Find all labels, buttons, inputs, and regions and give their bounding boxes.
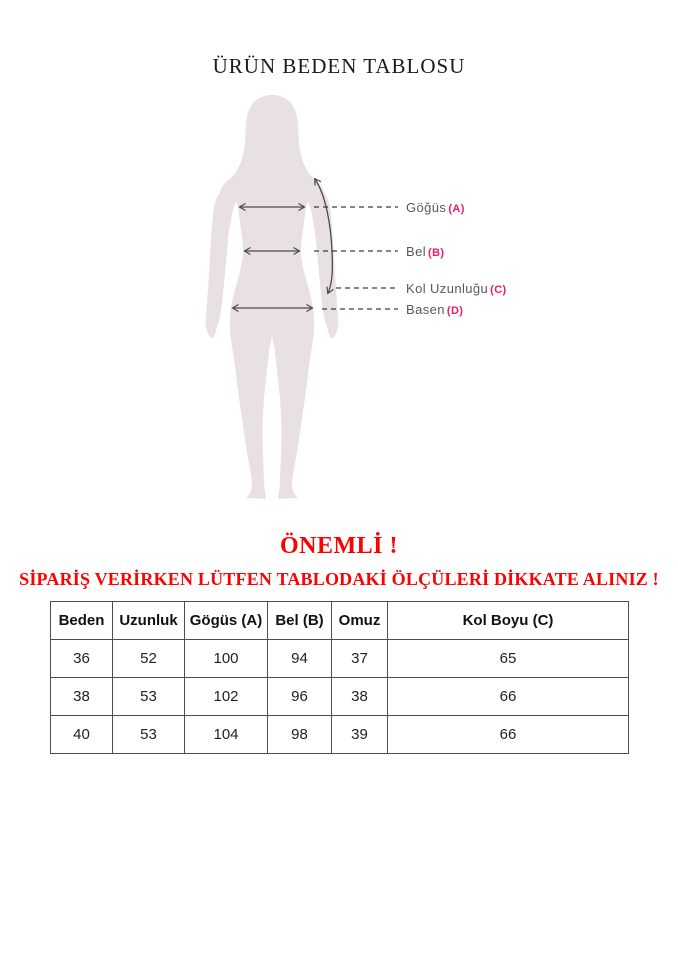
size-table-header-row [51,602,629,640]
waist-label-code: (B) [428,247,445,259]
table-row [51,640,629,678]
size-table [50,601,629,754]
table-row [51,678,629,716]
cell: 94 [268,640,332,678]
arm-length-label [406,281,507,296]
cell: 96 [268,678,332,716]
important-subheading: SİPARİŞ VERİRKEN LÜTFEN TABLODAKİ ÖLÇÜLERİ DİKKATE ALINIZ ! [19,569,659,589]
chest-label-code: (A) [448,203,465,215]
woman-silhouette-icon [206,95,339,499]
header-beden: Beden [51,602,113,640]
hip-label-code: (D) [446,305,464,317]
header-uzunluk: Uzunluk [113,602,185,640]
cell: 104 [185,716,268,754]
cell: 40 [51,716,113,754]
cell: 53 [113,678,185,716]
cell: 36 [51,640,113,678]
arm-length-label-text: Kol Uzunluğu [406,281,489,296]
table-row [51,716,629,754]
hip-label-text: Basen [406,302,445,317]
header-omuz: Omuz [332,602,388,640]
cell: 38 [51,678,113,716]
cell: 39 [332,716,388,754]
cell: 102 [185,678,268,716]
cell: 66 [388,678,629,716]
hip-label [406,302,463,317]
cell: 38 [332,678,388,716]
cell: 66 [388,716,629,754]
chest-label [406,200,465,215]
cell: 37 [332,640,388,678]
cell: 53 [113,716,185,754]
header-bel: Bel (B) [268,602,332,640]
cell: 100 [185,640,268,678]
header-gogus: Gögüs (A) [185,602,268,640]
page-title: ÜRÜN BEDEN TABLOSU [212,54,466,78]
cell: 98 [268,716,332,754]
header-kol-boyu: Kol Boyu (C) [388,602,629,640]
cell: 65 [388,640,629,678]
waist-label [406,244,444,259]
chest-label-text: Göğüs [406,200,447,215]
cell: 52 [113,640,185,678]
important-heading: ÖNEMLİ ! [280,533,398,559]
waist-label-text: Bel [406,244,426,259]
arm-length-label-code: (C) [490,284,507,296]
